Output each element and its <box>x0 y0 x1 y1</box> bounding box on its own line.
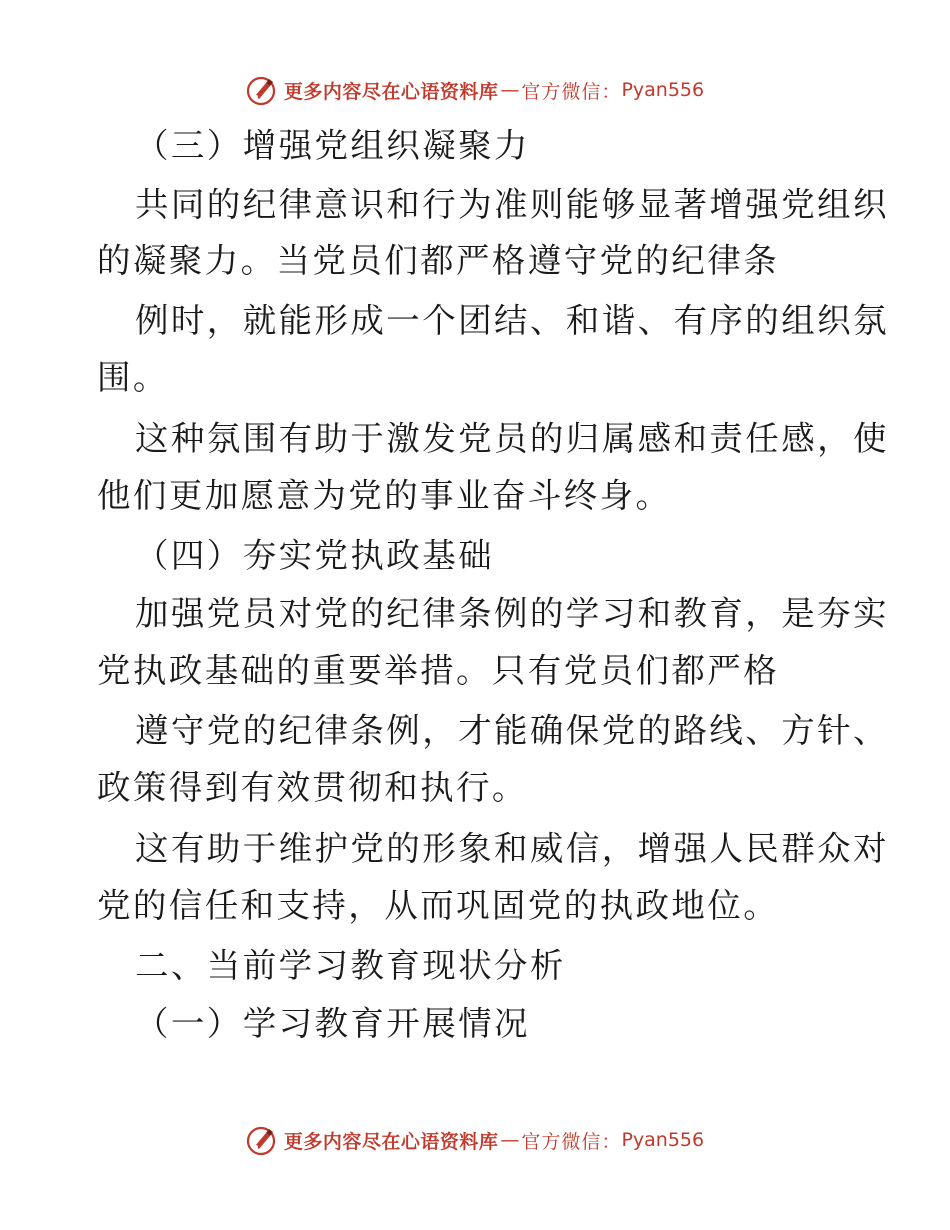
watermark-separator: — <box>500 1129 520 1151</box>
paragraph-line: 围。 <box>97 358 169 397</box>
section-heading: （三）增强党组织凝聚力 <box>135 126 530 165</box>
paragraph-line: 这种氛围有助于激发党员的归属感和责任感，使 <box>135 419 889 458</box>
watermark-brand: 更多内容尽在心语资料库 <box>283 1130 499 1153</box>
paragraph-line: 他们更加愿意为党的事业奋斗终身。 <box>97 476 672 515</box>
paragraph-line: 党执政基础的重要举措。只有党员们都严格 <box>97 651 780 690</box>
paragraph-line: 遵守党的纪律条例，才能确保党的路线、方针、 <box>135 711 889 750</box>
paragraph-line: 这有助于维护党的形象和威信，增强人民群众对 <box>135 829 889 868</box>
watermark-wechat-id: Pyan556 <box>621 79 705 101</box>
pen-seal-icon <box>246 74 278 106</box>
paragraph-line: 党的信任和支持，从而巩固党的执政地位。 <box>97 886 780 925</box>
header-watermark <box>0 70 950 110</box>
paragraph-line: 的凝聚力。当党员们都严格遵守党的纪律条 <box>97 241 780 280</box>
section-heading: 二、当前学习教育现状分析 <box>135 946 566 985</box>
paragraph-line: 加强党员对党的纪律条例的学习和教育，是夯实 <box>135 594 889 633</box>
section-heading: （四）夯实党执政基础 <box>135 536 494 575</box>
paragraph-line: 例时，就能形成一个团结、和谐、有序的组织氛 <box>135 301 889 340</box>
section-heading: （一）学习教育开展情况 <box>135 1004 530 1043</box>
watermark-separator: — <box>500 79 520 101</box>
watermark-wechat-id: Pyan556 <box>621 1129 705 1151</box>
watermark-wechat-label: 官方微信： <box>521 80 622 103</box>
pen-seal-icon <box>246 1124 278 1156</box>
watermark-wechat-label: 官方微信： <box>521 1130 622 1153</box>
watermark-brand: 更多内容尽在心语资料库 <box>283 80 499 103</box>
footer-watermark <box>0 1120 950 1160</box>
paragraph-line: 政策得到有效贯彻和执行。 <box>97 768 528 807</box>
paragraph-line: 共同的纪律意识和行为准则能够显著增强党组织 <box>135 185 889 224</box>
